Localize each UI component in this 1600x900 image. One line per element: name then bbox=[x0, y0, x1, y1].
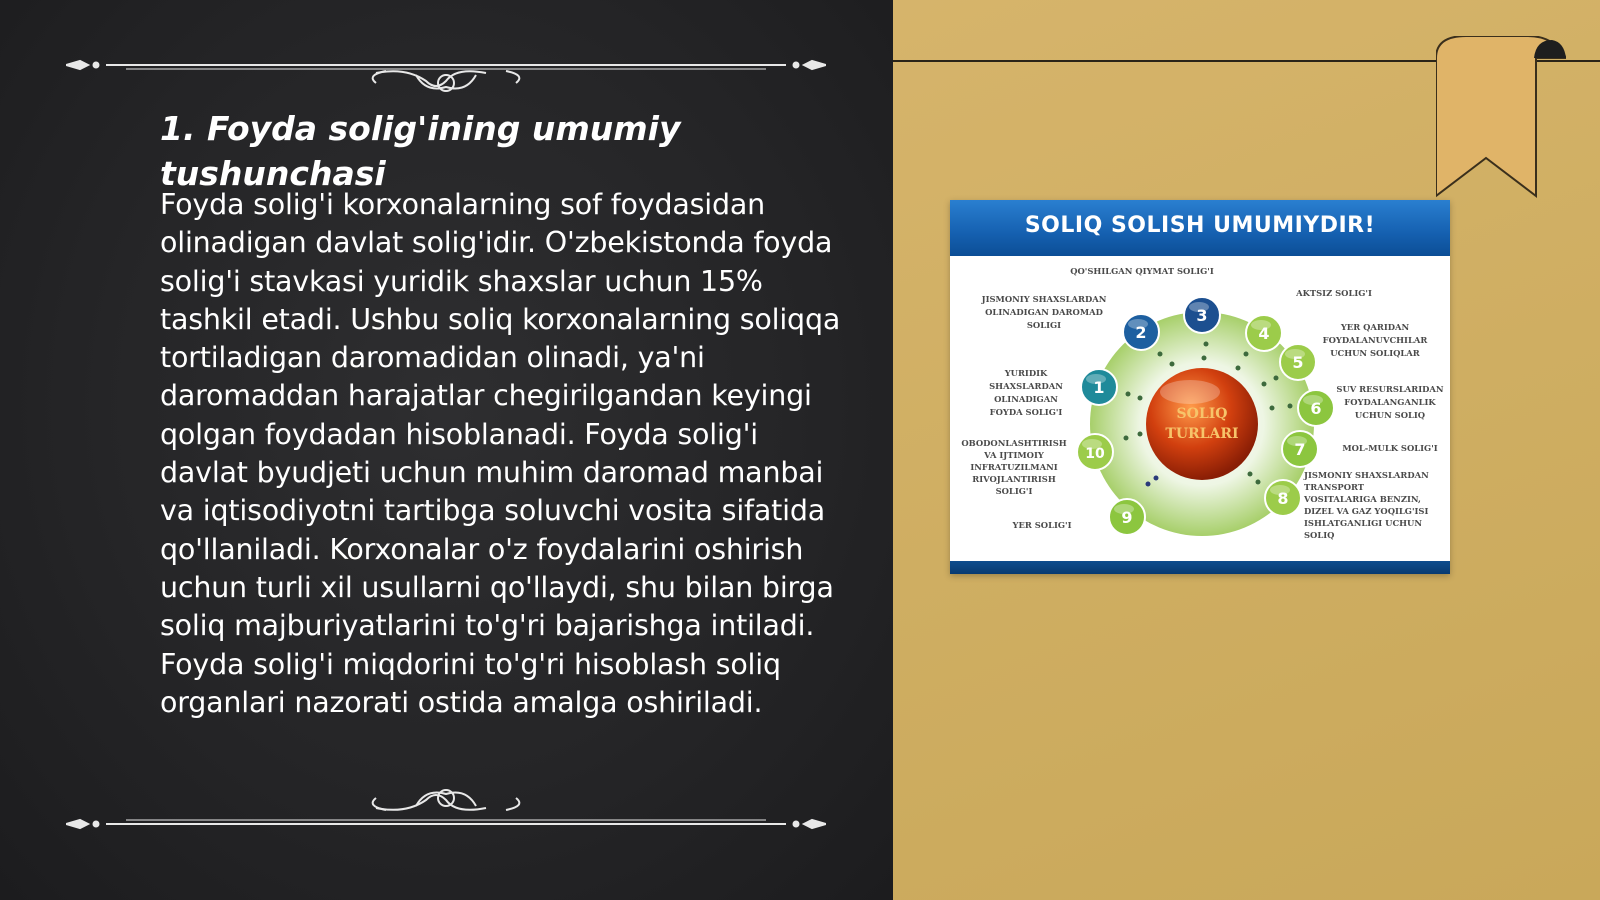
figure-footer-bar bbox=[950, 561, 1450, 574]
label-trans-4: DIZEL VA GAZ YOQILG'ISI bbox=[1304, 506, 1429, 516]
label-yer-1: YER QARIDAN bbox=[1340, 322, 1410, 332]
label-yuridik-3: OLINADIGAN bbox=[994, 394, 1058, 404]
center-label-line2: TURLARI bbox=[1165, 426, 1239, 442]
tax-node-8 bbox=[1265, 480, 1301, 516]
label-obod-3: INFRATUZILMANI bbox=[970, 462, 1058, 472]
tax-node-number: 2 bbox=[1135, 323, 1147, 342]
tax-node-number: 10 bbox=[1085, 446, 1105, 462]
label-yer-soligi: YER SOLIG'I bbox=[1012, 520, 1072, 530]
label-obod-4: RIVOJLANTIRISH bbox=[972, 474, 1056, 484]
bottom-ornament-divider bbox=[66, 784, 826, 834]
label-mol-mulk: MOL-MULK SOLIG'I bbox=[1342, 443, 1438, 453]
label-trans-2: TRANSPORT bbox=[1304, 482, 1365, 492]
label-suv-2: FOYDALANGANLIK bbox=[1344, 397, 1436, 407]
center-label-line1: SOLIQ bbox=[1176, 406, 1228, 422]
label-aktsiz: AKTSIZ SOLIG'I bbox=[1296, 288, 1372, 298]
label-trans-5: ISHLATGANLIGI UCHUN bbox=[1304, 518, 1422, 528]
tax-node-number: 9 bbox=[1121, 508, 1133, 527]
tax-node-10 bbox=[1077, 434, 1113, 470]
label-yer-2: FOYDALANUVCHILAR bbox=[1322, 335, 1428, 345]
tax-node-number: 8 bbox=[1277, 489, 1289, 508]
tax-node-number: 4 bbox=[1258, 324, 1270, 343]
tax-types-diagram bbox=[950, 256, 1450, 561]
label-yer-3: UCHUN SOLIQLAR bbox=[1330, 348, 1420, 358]
label-suv-1: SUV RESURSLARIDAN bbox=[1336, 384, 1444, 394]
tax-node-number: 5 bbox=[1292, 353, 1304, 372]
tax-node-3 bbox=[1184, 297, 1220, 333]
label-yuridik-1: YURIDIK bbox=[1004, 368, 1048, 378]
label-jismoniy-3: SOLIGI bbox=[1026, 320, 1062, 330]
label-suv-3: UCHUN SOLIQ bbox=[1354, 410, 1426, 420]
label-yuridik-4: FOYDA SOLIG'I bbox=[989, 407, 1063, 417]
label-obod-5: SOLIG'I bbox=[995, 486, 1033, 496]
figure-header: SOLIQ SOLISH UMUMIYDIR! bbox=[950, 200, 1450, 256]
tax-node-1 bbox=[1081, 369, 1117, 405]
label-trans-6: SOLIQ bbox=[1304, 530, 1335, 540]
tax-node-number: 7 bbox=[1294, 440, 1306, 459]
tax-node-2 bbox=[1123, 314, 1159, 350]
tax-node-number: 6 bbox=[1310, 399, 1322, 418]
label-jismoniy-1: JISMONIY SHAXSLARDAN bbox=[981, 294, 1107, 304]
label-obod-1: OBODONLASHTIRISH bbox=[961, 438, 1067, 448]
tax-node-9 bbox=[1109, 499, 1145, 535]
label-trans-1: JISMONIY SHAXSLARDAN bbox=[1304, 470, 1429, 480]
tax-node-7 bbox=[1282, 431, 1318, 467]
label-qqs: QO'SHILGAN QIYMAT SOLIG'I bbox=[1070, 266, 1214, 276]
slide-title: 1. Foyda solig'ining umumiy tushunchasi bbox=[160, 109, 681, 193]
tax-node-5 bbox=[1280, 344, 1316, 380]
tax-types-figure bbox=[950, 200, 1450, 574]
label-jismoniy-2: OLINADIGAN DAROMAD bbox=[985, 307, 1103, 317]
tax-node-number: 1 bbox=[1093, 378, 1105, 397]
top-ornament-divider bbox=[66, 45, 826, 95]
label-trans-3: VOSITALARIGA BENZIN, bbox=[1304, 494, 1421, 504]
tax-node-6 bbox=[1298, 390, 1334, 426]
label-obod-2: VA IJTIMOIY bbox=[984, 450, 1044, 460]
tax-node-4 bbox=[1246, 315, 1282, 351]
label-yuridik-2: SHAXSLARDAN bbox=[989, 381, 1063, 391]
tax-node-number: 3 bbox=[1196, 306, 1208, 325]
bookmark-ribbon-icon bbox=[1436, 36, 1566, 201]
slide-body-text: Foyda solig'i korxonalarning sof foydasidan olinadigan davlat solig'idir. O'zbekistonda foyda solig'i stavkasi yuridik shaxslar uchun 15% tashkil etadi. Ushbu soliq korxonalarning soliqqa tortiladigan daromadidan olinadi, ya'ni daromaddan harajatlar chegirilgandan keyingi qolgan foydadan hisoblanadi. Foyda solig'i davlat byudjeti uchun muhim daromad manbai va iqtisodiyotni tartibga soluvchi vosita sifatida qo'llaniladi. Korxonalar o'z foydalarini oshirish uchun turli xil usullarni qo'llaydi, shu bilan birga soliq majburiyatlarini to'g'ri bajarishga intiladi. Foyda solig'i miqdorini to'g'ri hisoblash soliq organlari nazorati ostida amalga oshiriladi. bbox=[160, 188, 841, 719]
